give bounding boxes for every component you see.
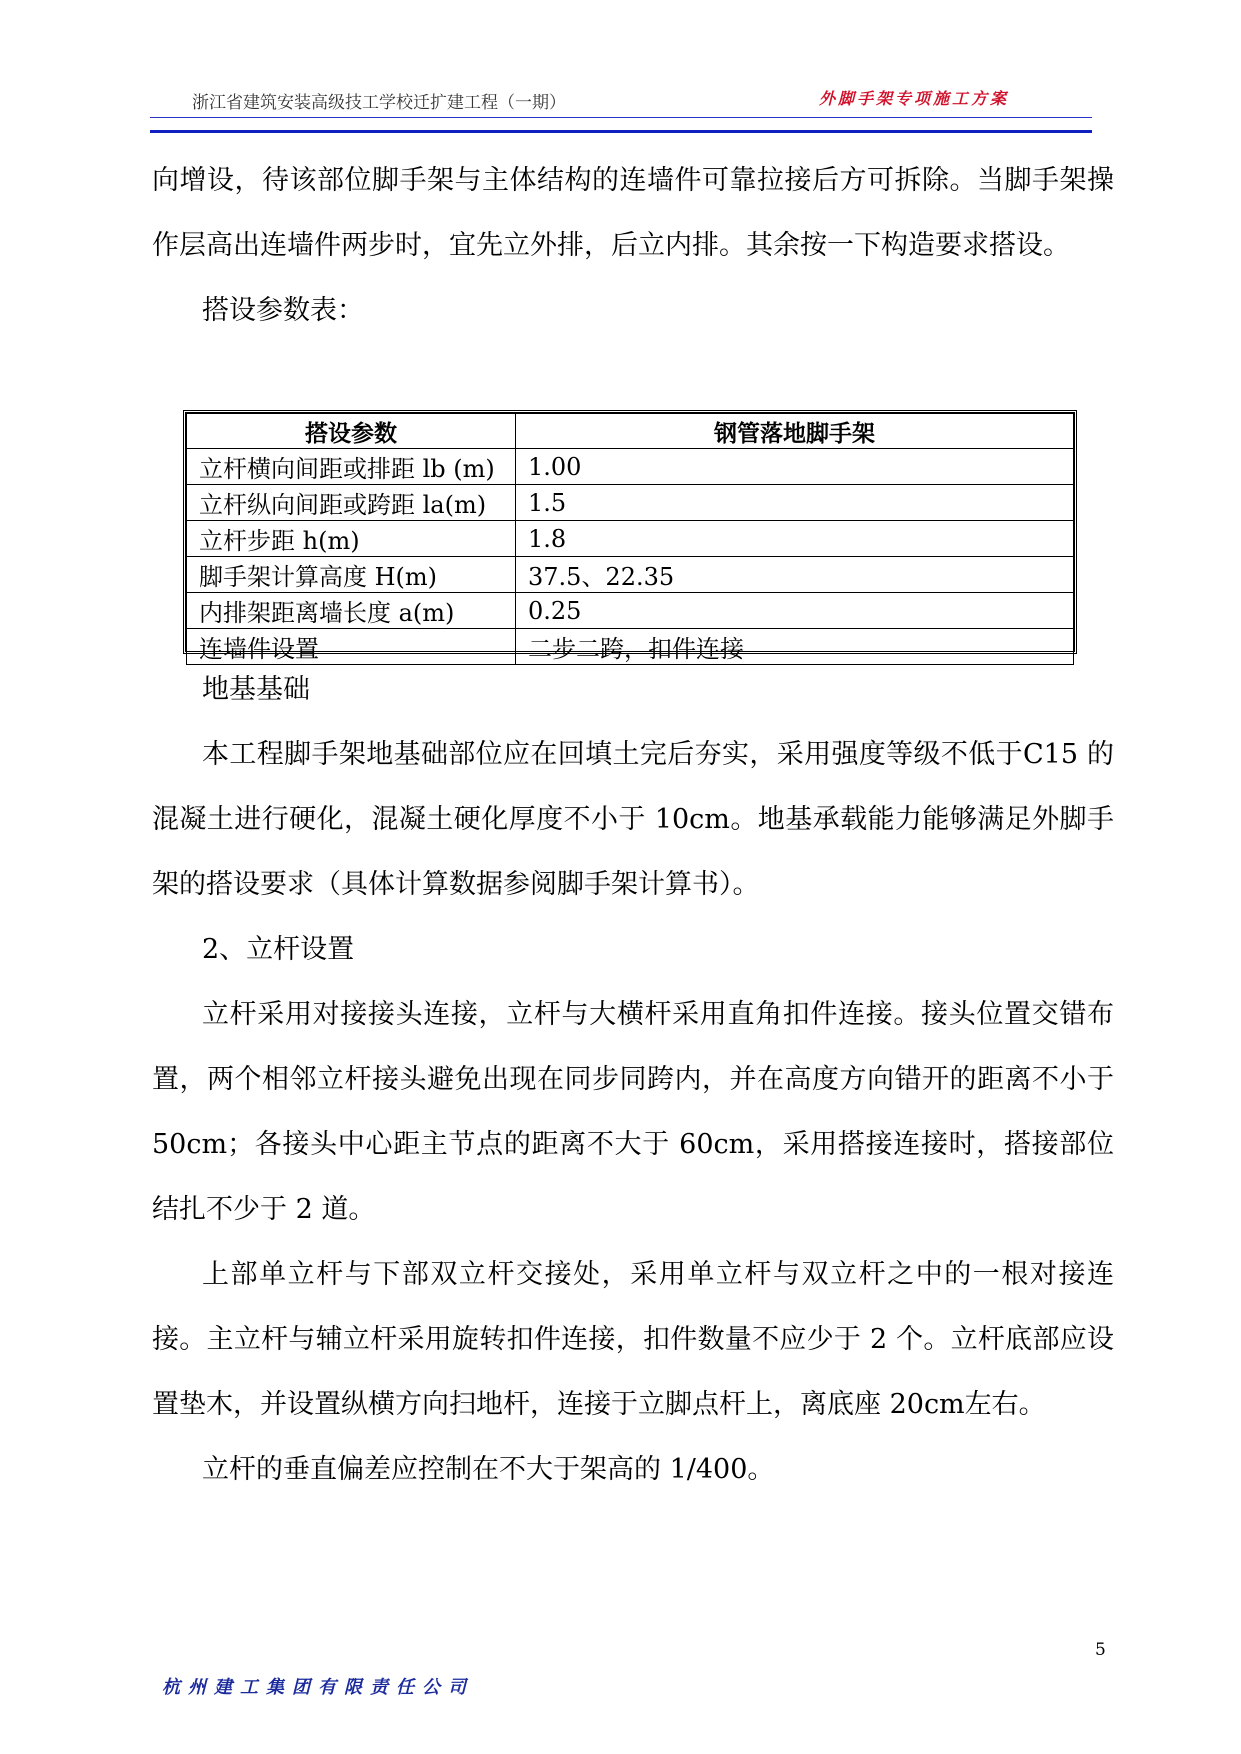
header-document-title: 外脚手架专项施工方案 (818, 89, 1009, 108)
parameter-table (183, 410, 1077, 663)
table-cell-param: 立杆横向间距或排距 lb (m) (187, 449, 516, 485)
paragraph-pole-joints: 立杆采用对接接头连接，立杆与大横杆采用直角扣件连接。接头位置交错布置，两个相邻立杆接头避免出现在同步同跨内，并在高度方向错开的距离不小于 50cm；各接头中心距主节点的距离不大于 60cm，采用搭接连接时，搭接部位结扎不少于 2 道。 (152, 999, 1114, 1225)
paragraph-continuation: 向增设，待该部位脚手架与主体结构的连墙件可靠拉接后方可拆除。当脚手架操作层高出连墙件两步时，宜先立外排，后立内排。其余按一下构造要求搭设。 (152, 165, 1114, 261)
table-row (187, 521, 1074, 557)
table-row (187, 557, 1074, 593)
table-cell-param: 立杆步距 h(m) (187, 521, 516, 557)
paragraph-pole-connection: 上部单立杆与下部双立杆交接处，采用单立杆与双立杆之中的一根对接连接。主立杆与辅立杆采用旋转扣件连接，扣件数量不应少于 2 个。立杆底部应设置垫木，并设置纵横方向扫地杆，连接于立脚点杆上，离底座 20cm左右。 (152, 1259, 1114, 1420)
main-content (152, 657, 1114, 1502)
table-cell-value: 0.25 (516, 593, 1074, 629)
table-cell-value: 37.5、22.35 (516, 557, 1074, 593)
table-cell-value: 1.5 (516, 485, 1074, 521)
section-heading-foundation: 地基基础 (202, 674, 310, 705)
table-cell-value: 1.8 (516, 521, 1074, 557)
table-cell-param: 内排架距离墙长度 a(m) (187, 593, 516, 629)
table-caption: 搭设参数表： (202, 295, 364, 326)
table-cell-value: 1.00 (516, 449, 1074, 485)
table-row (187, 449, 1074, 485)
table-header-cell: 搭设参数 (187, 414, 516, 449)
footer-company-name: 杭州建工集团有限责任公司 (162, 1677, 474, 1698)
header-divider-thin (150, 117, 1092, 118)
table-row (187, 593, 1074, 629)
section-heading-pole: 2、立杆设置 (202, 934, 355, 965)
paragraph-foundation: 本工程脚手架地基础部位应在回填土完后夯实，采用强度等级不低于C15 的混凝土进行硬化，混凝土硬化厚度不小于 10cm。地基承载能力能够满足外脚手架的搭设要求（具体计算数据参阅脚手架计算书）。 (152, 739, 1114, 900)
table-cell-param: 立杆纵向间距或跨距 la(m) (187, 485, 516, 521)
table-header-row (187, 414, 1074, 449)
table-cell-param: 连墙件设置 (187, 629, 516, 665)
table-row (187, 485, 1074, 521)
page-number: 5 (1095, 1640, 1106, 1660)
header-project-title: 浙江省建筑安装高级技工学校迁扩建工程（一期） (192, 93, 566, 113)
header-divider-thick (150, 130, 1092, 133)
table-cell-value: 二步二跨，扣件连接 (516, 629, 1074, 665)
paragraph-pole-deviation: 立杆的垂直偏差应控制在不大于架高的 1/400。 (202, 1454, 775, 1485)
table-header-cell: 钢管落地脚手架 (516, 414, 1074, 449)
top-paragraph-block (152, 148, 1114, 343)
table-cell-param: 脚手架计算高度 H(m) (187, 557, 516, 593)
